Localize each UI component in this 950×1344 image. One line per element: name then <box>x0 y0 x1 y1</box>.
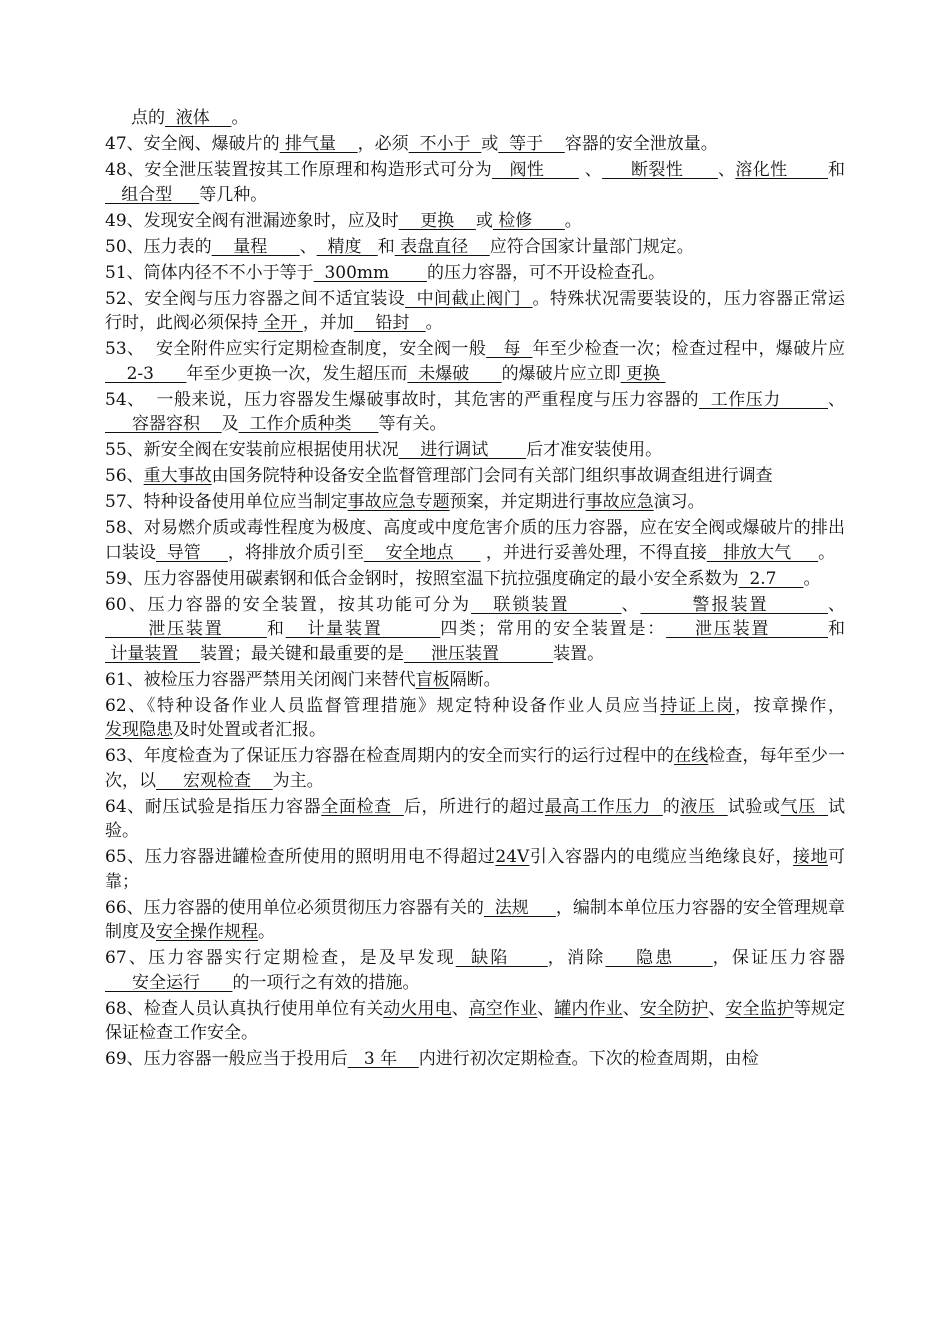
document-body <box>105 106 845 1073</box>
question-text: 。 <box>258 922 275 942</box>
question-text: 49、发现安全阀有泄漏迹象时，应及时 <box>105 210 399 231</box>
answer-blank: 导管 <box>156 542 228 563</box>
question-paragraph <box>105 997 845 1046</box>
question-text: 、 <box>828 594 846 615</box>
answer-blank: 进行调试 <box>398 440 527 460</box>
question-text: 的压力容器，可不开设检查孔。 <box>426 262 665 283</box>
answer-blank: 3 年 <box>347 1049 419 1069</box>
question-text: 。 <box>818 542 836 563</box>
question-paragraph <box>105 106 845 131</box>
question-text: 56、 <box>105 466 144 486</box>
question-text: 、 <box>621 594 641 615</box>
answer-blank: 精度 <box>316 236 378 257</box>
question-text: 装置。 <box>553 643 605 664</box>
answer-blank: 液压 <box>680 796 728 817</box>
question-text: 和 <box>828 619 845 639</box>
question-text: 61、被检压力容器严禁用关闭阀门来替代 <box>105 669 416 690</box>
question-text: 69、压力容器一般应当于投用后 <box>105 1049 348 1069</box>
answer-blank: 工作介质种类 <box>238 414 379 434</box>
question-text: 53、 安全附件应实行定期检查制度，安全阀一般 <box>105 339 487 359</box>
question-text: 64、耐压试验是指压力容器 <box>105 796 322 817</box>
question-text: 为主。 <box>272 770 324 791</box>
question-text: 后才准安装使用。 <box>526 440 663 460</box>
question-text: 检查，每年至少一次，以 <box>105 746 846 791</box>
answer-blank: 300mm <box>313 262 427 283</box>
answer-blank: 联锁装置 <box>471 594 622 615</box>
question-text: 51、筒体内径不不小于等于 <box>105 262 314 283</box>
answer-blank: 警报装置 <box>640 594 829 615</box>
question-text: 装置；最关键和最重要的是 <box>200 643 405 664</box>
answer-blank: 安全地点 <box>363 542 481 563</box>
answer-blank: 组合型 <box>105 184 200 205</box>
question-text: 63、年度检查为了保证压力容器在检查周期内的安全而实行的运行过程中的 <box>105 746 675 766</box>
question-paragraph <box>105 287 845 336</box>
answer-blank <box>792 619 828 639</box>
question-text: 四类；常用的安全装置是： <box>440 619 667 639</box>
answer-blank: 隐患 <box>605 948 713 968</box>
question-text: 及时处置或者汇报。 <box>173 720 326 740</box>
question-text: 58、对易燃介质或毒性程度为极度、高度或中度危害介质的压力容器，应在安全阀或爆破片的排出口装设 <box>105 518 845 563</box>
question-text: 后，所进行的超过 <box>403 796 545 817</box>
answer-blank: 容器容积 <box>105 414 222 434</box>
question-text: 62、《特种设备作业人员监督管理措施》规定特种设备作业人员应当 <box>105 695 661 716</box>
question-text: 预案，并定期进行 <box>449 492 586 512</box>
question-text: 、 <box>578 160 603 180</box>
question-text: 等有关。 <box>378 414 447 434</box>
question-text: ，并进行妥善处理，不得直接 <box>480 542 707 563</box>
question-text: 、 <box>708 998 726 1019</box>
answer-blank: 发现隐患 <box>105 720 173 740</box>
question-text: 等规定保证检查工作安全。 <box>105 998 846 1043</box>
question-paragraph <box>105 946 845 995</box>
answer-blank: 罐内作业 <box>554 998 623 1019</box>
question-text: 50、压力表的 <box>105 236 212 257</box>
question-paragraph <box>105 464 845 489</box>
answer-blank: 泄压装置 <box>404 643 554 664</box>
question-paragraph <box>105 261 845 286</box>
question-text: 应符合国家计量部门规定。 <box>489 236 694 257</box>
question-text: 的爆破片应立即 <box>501 363 621 384</box>
answer-blank: 气压 <box>780 796 829 817</box>
answer-blank: 等于 <box>498 134 565 154</box>
question-text: 60、压力容器的安全装置，按其功能可分为 <box>105 594 472 615</box>
question-text: 68、检查人员认真执行使用单位有关 <box>105 998 384 1019</box>
question-text: ，按章操作， <box>734 695 846 716</box>
question-text: 和 <box>828 160 845 180</box>
question-text: 试验。 <box>105 796 846 841</box>
question-text: 可靠； <box>105 847 845 892</box>
answer-blank: 更换 <box>398 210 476 231</box>
answer-blank: 2.7 <box>738 568 804 589</box>
answer-blank: 全面检查 <box>321 796 404 817</box>
answer-blank: 排放大气 <box>706 542 819 563</box>
answer-blank: 持证上岗 <box>660 695 735 716</box>
question-text: 65、压力容器进罐检查所使用的照明用电不得超过 <box>105 847 496 867</box>
question-text: 、 <box>828 389 845 410</box>
question-text: 47、安全阀、爆破片的 <box>105 134 280 154</box>
answer-blank: 计量装置 <box>105 643 201 664</box>
answer-blank: 表盘直径 <box>394 236 490 257</box>
question-paragraph <box>105 795 845 844</box>
answer-blank: 液体 <box>165 108 232 128</box>
question-text: ，将排放介质引至 <box>227 542 364 563</box>
question-paragraph <box>105 516 845 565</box>
answer-blank: 24V <box>495 847 530 867</box>
answer-blank: 事故应急 <box>585 492 654 512</box>
question-text: 容器的安全泄放量。 <box>564 134 718 154</box>
answer-blank: 安全防护 <box>639 998 709 1019</box>
question-paragraph <box>105 438 845 463</box>
question-text: 年至少检查一次；检查过程中，爆破片应 <box>532 339 845 359</box>
question-text: 等几种。 <box>199 184 268 205</box>
question-paragraph <box>105 388 845 437</box>
question-text: 。 <box>425 313 443 333</box>
question-text: 试验或 <box>727 796 781 817</box>
question-paragraph <box>105 744 845 793</box>
answer-blank: 最高工作压力 <box>544 796 663 817</box>
question-text: 的一项行之有效的措施。 <box>232 972 420 993</box>
question-paragraph <box>105 158 845 207</box>
question-text: 52、安全阀与压力容器之间不适宜装设 <box>105 288 406 309</box>
question-text: 或 <box>475 210 493 231</box>
question-text: 点的 <box>131 108 165 128</box>
answer-blank: 每 <box>486 339 533 359</box>
answer-blank: 法规 <box>483 897 556 918</box>
question-paragraph <box>105 337 845 386</box>
answer-blank: 未爆破 <box>407 363 502 384</box>
answer-blank: 事故应急专题 <box>347 492 450 512</box>
answer-blank: 盲板 <box>415 669 450 690</box>
answer-blank: 宏观检查 <box>156 770 273 791</box>
question-paragraph <box>105 490 845 515</box>
question-text: 55、新安全阀在安装前应根据使用状况 <box>105 440 399 460</box>
answer-blank: 溶化性 <box>735 160 828 180</box>
question-text: 的 <box>662 796 681 817</box>
question-text: 59、压力容器使用碳素钢和低合金钢时，按照室温下抗拉强度确定的最小安全系数为 <box>105 568 739 589</box>
question-text: 。 <box>564 210 582 231</box>
question-text: ，消除 <box>547 948 606 968</box>
question-text: 、 <box>717 160 736 180</box>
answer-blank: 安全操作规程 <box>156 922 258 942</box>
answer-blank: 重大事故 <box>143 466 212 486</box>
answer-blank: 在线 <box>674 746 709 766</box>
question-paragraph <box>105 694 845 743</box>
question-text: 由国务院特种设备安全监督管理部门会同有关部门组织事故调查组进行调查 <box>211 466 773 486</box>
answer-blank: 泄压装置 <box>666 619 792 639</box>
answer-blank: 泄压装置 <box>105 619 267 639</box>
answer-blank: 高空作业 <box>468 998 538 1019</box>
question-paragraph <box>105 132 845 157</box>
question-text: 。特殊状况需要装设的，压力容器正常运行时，此阀必须保持 <box>105 288 845 333</box>
question-text: 、 <box>622 998 640 1019</box>
question-text: 引入容器内的电缆应当绝缘良好， <box>529 847 793 867</box>
question-text: 内进行初次定期检查。下次的检查周期，由检 <box>418 1049 759 1069</box>
answer-blank: 阀性 <box>492 160 579 180</box>
question-text: 。 <box>231 108 249 128</box>
question-text: 、 <box>451 998 469 1019</box>
question-text: 、 <box>299 236 317 257</box>
question-paragraph <box>105 567 845 592</box>
question-text: 和 <box>266 619 286 639</box>
answer-blank: 安全运行 <box>105 972 233 993</box>
question-text: ，编制本单位压力容器的安全管理规章制度及 <box>105 897 846 942</box>
question-text: ，保证压力容器 <box>712 948 846 968</box>
question-text: ，必须 <box>357 134 409 154</box>
question-paragraph <box>105 668 845 693</box>
question-text: 54、 一般来说，压力容器发生爆破事故时，其危害的严重程度与压力容器的 <box>105 389 699 410</box>
answer-blank: 工作压力 <box>698 389 828 410</box>
answer-blank: 不小于 <box>408 134 482 154</box>
question-text: 年至少更换一次，发生超压而 <box>186 363 408 384</box>
answer-blank: 动火用电 <box>383 998 452 1019</box>
answer-blank: 安全监护 <box>725 998 794 1019</box>
question-text: 57、特种设备使用单位应当制定 <box>105 492 348 512</box>
answer-blank: 中间截止阀门 <box>405 288 533 309</box>
answer-blank: 检修 <box>492 210 565 231</box>
question-text: 演习。 <box>653 492 705 512</box>
question-text: 或 <box>481 134 499 154</box>
answer-blank: 缺陷 <box>455 948 548 968</box>
answer-blank: 排气量 <box>279 134 358 154</box>
answer-blank: 计量装置 <box>285 619 441 639</box>
question-text: 67、压力容器实行定期检查，是及早发现 <box>105 948 456 968</box>
answer-blank: 全开 <box>258 313 303 333</box>
question-paragraph <box>105 1047 845 1072</box>
question-text: 和 <box>377 236 395 257</box>
question-paragraph <box>105 845 845 894</box>
answer-blank: 铅封 <box>353 313 426 333</box>
answer-blank: 接地 <box>792 847 828 867</box>
question-text: 48、安全泄压装置按其工作原理和构造形式可分为 <box>105 160 493 180</box>
answer-blank: 断裂性 <box>602 160 718 180</box>
answer-blank: 量程 <box>211 236 300 257</box>
answer-blank: 2-3 <box>105 363 187 384</box>
question-text: 66、压力容器的使用单位必须贯彻压力容器有关的 <box>105 897 484 918</box>
answer-blank: 更换 <box>620 363 666 384</box>
question-paragraph <box>105 896 845 945</box>
question-text: ，并加 <box>302 313 354 333</box>
question-text: 。 <box>803 568 821 589</box>
question-text: 、 <box>537 998 555 1019</box>
question-paragraph <box>105 209 845 234</box>
question-paragraph <box>105 593 845 667</box>
question-text: 及 <box>221 414 239 434</box>
question-text: 隔断。 <box>449 669 501 690</box>
question-paragraph <box>105 235 845 260</box>
